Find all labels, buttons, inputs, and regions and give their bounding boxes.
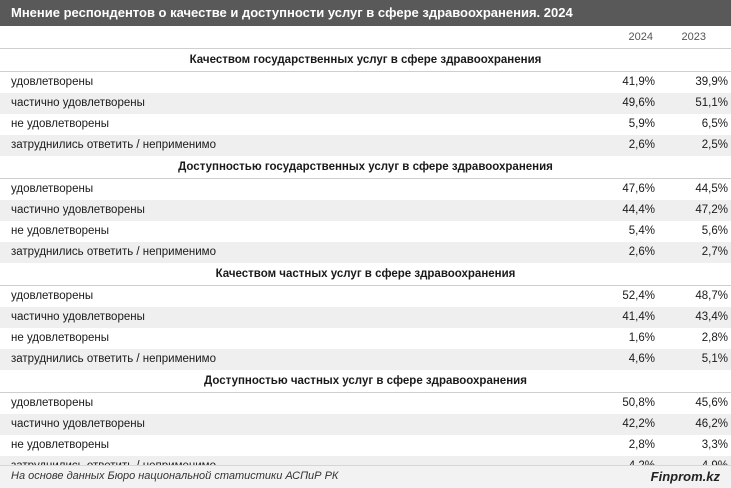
value-2024: 41,4% (579, 307, 655, 328)
row-label: удовлетворены (11, 290, 94, 302)
value-2023: 39,9% (695, 76, 728, 88)
value-2024: 44,4% (579, 200, 655, 221)
value-2024: 42,2% (579, 414, 655, 435)
value-2024: 2,6% (579, 135, 655, 156)
table-row (0, 72, 731, 94)
value-2023: 47,2% (655, 200, 731, 221)
value-2024: 2,8% (628, 439, 655, 451)
section-heading-row (0, 263, 731, 286)
value-2024: 5,9% (628, 118, 655, 130)
value-2023: 48,7% (695, 290, 728, 302)
row-label: частично удовлетворены (0, 307, 579, 328)
source-note: На основе данных Бюро национальной статистики АСПиР РК (11, 470, 339, 482)
section-heading-row (0, 156, 731, 179)
section-heading: Доступностью частных услуг в сфере здравоохранения (0, 370, 731, 393)
footer (0, 465, 731, 488)
table-row (0, 179, 731, 201)
row-label: частично удовлетворены (0, 200, 579, 221)
value-2023: 2,5% (655, 135, 731, 156)
value-2023: 43,4% (655, 307, 731, 328)
table-row (0, 349, 731, 370)
section-heading-row (0, 49, 731, 72)
column-header-row (0, 26, 731, 49)
value-2023: 2,8% (701, 332, 728, 344)
brand-logo: Finprom.kz (650, 469, 720, 484)
value-2023: 5,6% (701, 225, 728, 237)
value-2024: 47,6% (622, 183, 655, 195)
row-label: не удовлетворены (11, 225, 110, 237)
section-heading: Доступностью государственных услуг в сфере здравоохранения (0, 156, 731, 179)
row-label: затруднились ответить / неприменимо (0, 135, 579, 156)
table-row (0, 286, 731, 308)
value-2024: 49,6% (579, 93, 655, 114)
table-row (0, 307, 731, 328)
header-spacer (0, 26, 579, 49)
value-2023: 3,3% (701, 439, 728, 451)
value-2024: 5,4% (628, 225, 655, 237)
section-heading: Качеством государственных услуг в сфере здравоохранения (0, 49, 731, 72)
value-2023: 45,6% (695, 397, 728, 409)
table-row (0, 242, 731, 263)
data-table (0, 26, 731, 477)
row-label: не удовлетворены (11, 439, 110, 451)
section-heading: Качеством частных услуг в сфере здравоохранения (0, 263, 731, 286)
table-row (0, 93, 731, 114)
value-2024: 50,8% (622, 397, 655, 409)
row-label: затруднились ответить / неприменимо (0, 242, 579, 263)
column-header-2024: 2024 (579, 26, 655, 49)
row-label: не удовлетворены (11, 332, 110, 344)
value-2023: 2,7% (655, 242, 731, 263)
row-label: частично удовлетворены (0, 414, 579, 435)
table-row (0, 200, 731, 221)
page-title: Мнение респондентов о качестве и доступности услуг в сфере здравоохранения. 2024 (0, 0, 731, 26)
value-2023: 5,1% (655, 349, 731, 370)
value-2023: 44,5% (695, 183, 728, 195)
row-label: затруднились ответить / неприменимо (0, 349, 579, 370)
value-2023: 46,2% (655, 414, 731, 435)
row-label: частично удовлетворены (0, 93, 579, 114)
table-row (0, 435, 731, 456)
value-2024: 52,4% (622, 290, 655, 302)
table-row (0, 114, 731, 135)
column-header-2023: 2023 (655, 26, 731, 49)
value-2024: 1,6% (628, 332, 655, 344)
table-row (0, 135, 731, 156)
row-label: удовлетворены (11, 76, 94, 88)
value-2024: 2,6% (579, 242, 655, 263)
value-2024: 4,6% (579, 349, 655, 370)
table-row (0, 221, 731, 242)
table-row (0, 393, 731, 415)
value-2023: 51,1% (655, 93, 731, 114)
row-label: удовлетворены (11, 397, 94, 409)
section-heading-row (0, 370, 731, 393)
table-row (0, 414, 731, 435)
row-label: не удовлетворены (11, 118, 110, 130)
table-row (0, 328, 731, 349)
value-2023: 6,5% (701, 118, 728, 130)
row-label: удовлетворены (11, 183, 94, 195)
value-2024: 41,9% (622, 76, 655, 88)
